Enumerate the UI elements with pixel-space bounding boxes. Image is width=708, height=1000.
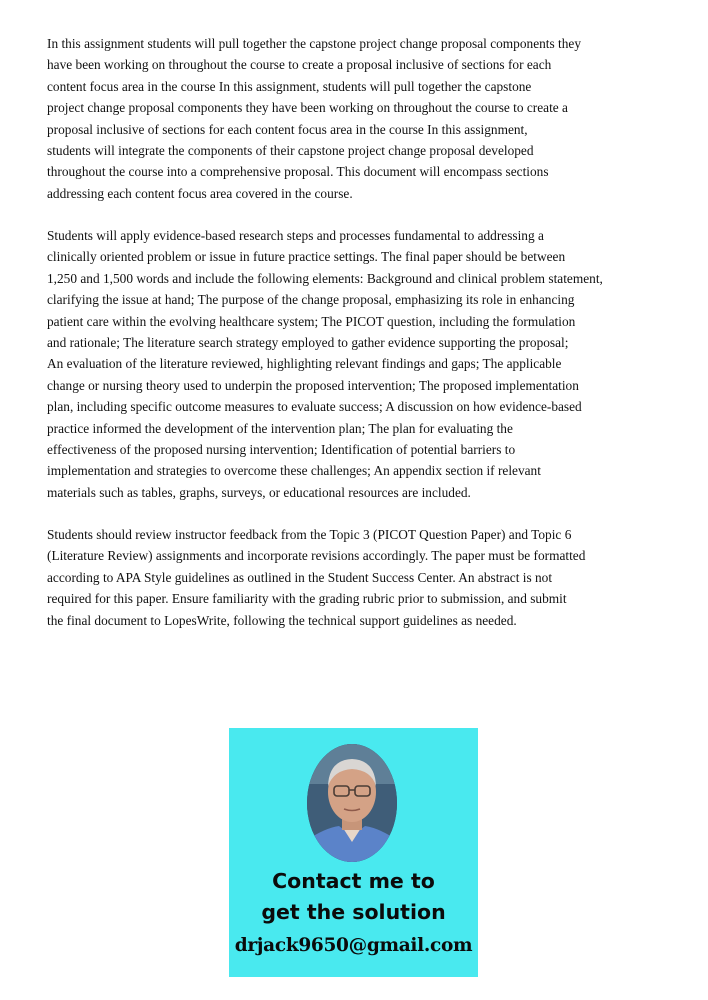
paragraph-2	[47, 225, 687, 503]
promo-headline-line-2: get the solution	[261, 900, 446, 924]
promo-headline-line-1: Contact me to	[272, 869, 435, 893]
text-line: have been working on throughout the course to create a proposal inclusive of sections for each	[47, 57, 552, 73]
text-line: effectiveness of the proposed nursing intervention; Identification of potential barriers to	[47, 442, 516, 458]
text-line: addressing each content focus area covered in the course.	[47, 185, 353, 201]
text-line: practice informed the development of the intervention plan; The plan for evaluating the	[47, 420, 513, 436]
text-line: implementation and strategies to overcome these challenges; An appendix section if relevant	[47, 463, 541, 479]
text-line: proposal inclusive of sections for each content focus area in the course In this assignment,	[47, 121, 528, 137]
paragraph-1	[47, 33, 687, 204]
text-line: plan, including specific outcome measures to evaluate success; A discussion on how evidence-based	[47, 399, 582, 415]
contact-email: drjack9650@gmail.com	[234, 935, 473, 956]
text-line: and rationale; The literature search strategy employed to gather evidence supporting the proposal;	[47, 335, 569, 351]
text-line: project change proposal components they have been working on throughout the course to create a	[47, 100, 568, 116]
text-line: An evaluation of the literature reviewed, highlighting relevant findings and gaps; The applicable	[47, 356, 562, 372]
text-line: Students should review instructor feedback from the Topic 3 (PICOT Question Paper) and Topic 6	[47, 527, 572, 542]
text-line: patient care within the evolving healthcare system; The PICOT question, including the formulation	[47, 313, 576, 329]
text-line: clarifying the issue at hand; The purpose of the change proposal, emphasizing its role in enhancing	[47, 292, 575, 308]
text-line: 1,250 and 1,500 words and include the following elements: Background and clinical problem statement,	[47, 270, 603, 286]
text-line: students will integrate the components of their capstone project change proposal developed	[47, 143, 534, 159]
text-line: content focus area in the course In this assignment, students will pull together the capstone	[47, 78, 532, 94]
text-line: clinically oriented problem or issue in future practice settings. The final paper should be between	[47, 249, 566, 265]
text-line: In this assignment students will pull together the capstone project change proposal components they	[47, 36, 582, 51]
text-line: change or nursing theory used to underpin the proposed intervention; The proposed implementation	[47, 377, 579, 393]
text-line: required for this paper. Ensure familiarity with the grading rubric prior to submission, and submit	[47, 591, 567, 607]
text-line: Students will apply evidence-based research steps and processes fundamental to addressing a	[47, 228, 544, 243]
paragraph-3	[47, 524, 687, 631]
contact-promo-banner	[229, 728, 478, 977]
person-portrait-icon	[307, 744, 397, 862]
text-line: throughout the course into a comprehensive proposal. This document will encompass sections	[47, 164, 549, 180]
text-line: the final document to LopesWrite, following the technical support guidelines as needed.	[47, 612, 517, 628]
text-line: according to APA Style guidelines as outlined in the Student Success Center. An abstract is not	[47, 569, 553, 585]
text-line: (Literature Review) assignments and incorporate revisions accordingly. The paper must be formatted	[47, 548, 586, 564]
text-line: materials such as tables, graphs, surveys, or educational resources are included.	[47, 484, 471, 500]
